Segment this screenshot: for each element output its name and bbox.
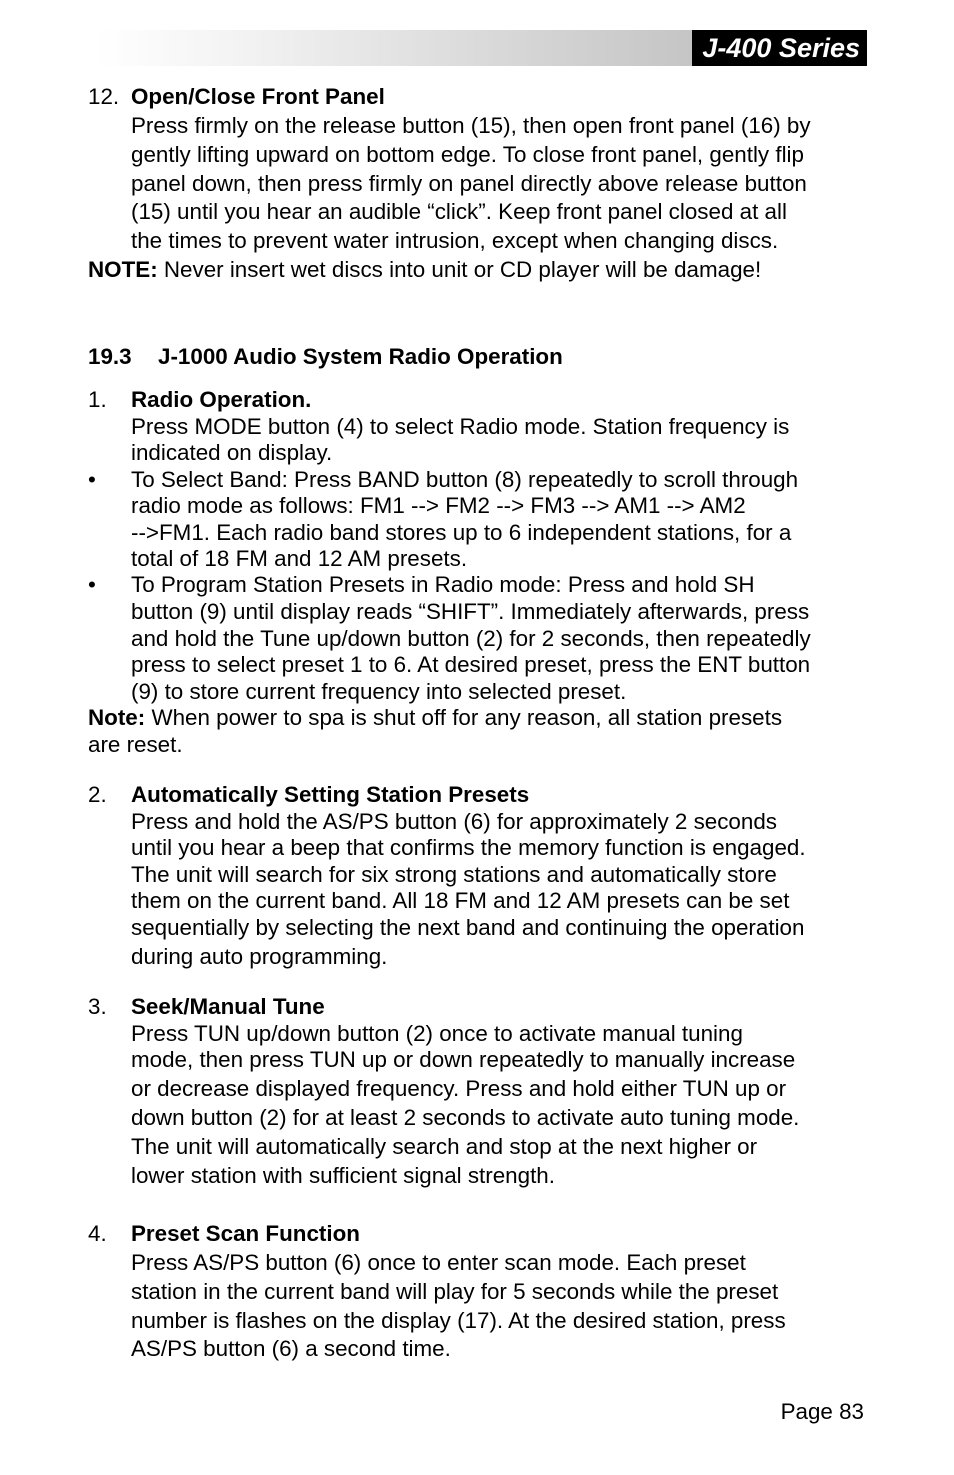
section-number: 19.3 bbox=[88, 344, 132, 369]
body-line: Press AS/PS button (6) once to enter scan mode. Each preset bbox=[131, 1250, 746, 1275]
body-line: Press and hold the AS/PS button (6) for approximately 2 seconds bbox=[131, 809, 777, 834]
body-line: station in the current band will play for 5 seconds while the preset bbox=[131, 1279, 779, 1304]
note-text: When power to spa is shut off for any reason, all station presets bbox=[145, 705, 783, 730]
body-line: panel down, then press firmly on panel directly above release button bbox=[131, 171, 807, 196]
item-number: 2. bbox=[88, 782, 107, 807]
item-title: Open/Close Front Panel bbox=[131, 84, 385, 109]
section-title: J-1000 Audio System Radio Operation bbox=[158, 344, 563, 369]
body-line: during auto programming. bbox=[131, 944, 388, 969]
item-title: Preset Scan Function bbox=[131, 1221, 360, 1246]
bullet-line: (9) to store current frequency into selected preset. bbox=[131, 679, 627, 704]
bullet-line: radio mode as follows: FM1 --> FM2 --> FM3 --> AM1 --> AM2 bbox=[131, 493, 746, 518]
note bbox=[88, 707, 782, 729]
bullet-line: To Program Station Presets in Radio mode: Press and hold SH bbox=[131, 572, 755, 597]
note-text: Never insert wet discs into unit or CD player will be damage! bbox=[157, 257, 762, 282]
body-line: (15) until you hear an audible “click”. Keep front panel closed at all bbox=[131, 199, 787, 224]
body-line: until you hear a beep that confirms the memory function is engaged. bbox=[131, 835, 806, 860]
body-line: or decrease displayed frequency. Press and hold either TUN up or bbox=[131, 1076, 787, 1101]
body-line: Press firmly on the release button (15), then open front panel (16) by bbox=[131, 113, 811, 138]
note-label: NOTE: bbox=[88, 257, 158, 282]
item-number: 1. bbox=[88, 387, 107, 412]
body-line: down button (2) for at least 2 seconds to activate auto tuning mode. bbox=[131, 1105, 800, 1130]
bullet-line: To Select Band: Press BAND button (8) repeatedly to scroll through bbox=[131, 467, 799, 492]
item-number: 12. bbox=[88, 84, 120, 109]
item-number: 4. bbox=[88, 1221, 107, 1246]
header-bar bbox=[95, 30, 867, 66]
note bbox=[88, 259, 761, 281]
body-line: Press MODE button (4) to select Radio mode. Station frequency is bbox=[131, 414, 790, 439]
note-text: are reset. bbox=[88, 732, 183, 757]
page-number: Page 83 bbox=[780, 1399, 864, 1424]
item-number: 3. bbox=[88, 994, 107, 1019]
bullet-line: and hold the Tune up/down button (2) for 2 seconds, then repeatedly bbox=[131, 626, 811, 651]
body-line: gently lifting upward on bottom edge. To close front panel, gently flip bbox=[131, 142, 804, 167]
series-label: J-400 Series bbox=[692, 30, 867, 66]
body-line: mode, then press TUN up or down repeatedly to manually increase bbox=[131, 1047, 796, 1072]
note-label: Note: bbox=[88, 705, 146, 730]
bullet-line: press to select preset 1 to 6. At desired preset, press the ENT button bbox=[131, 652, 811, 677]
body-line: The unit will automatically search and stop at the next higher or bbox=[131, 1134, 758, 1159]
body-line: number is flashes on the display (17). At the desired station, press bbox=[131, 1308, 786, 1333]
body-line: indicated on display. bbox=[131, 440, 333, 465]
bullet-line: -->FM1. Each radio band stores up to 6 independent stations, for a bbox=[131, 520, 792, 545]
item-title: Automatically Setting Station Presets bbox=[131, 782, 530, 807]
body-line: The unit will search for six strong stations and automatically store bbox=[131, 862, 777, 887]
bullet: • bbox=[88, 467, 96, 492]
body-line: them on the current band. All 18 FM and 12 AM presets can be set bbox=[131, 888, 790, 913]
body-line: the times to prevent water intrusion, except when changing discs. bbox=[131, 228, 779, 253]
body-line: AS/PS button (6) a second time. bbox=[131, 1336, 451, 1361]
item-title: Radio Operation. bbox=[131, 387, 312, 412]
body-line: Press TUN up/down button (2) once to activate manual tuning bbox=[131, 1021, 743, 1046]
bullet-line: button (9) until display reads “SHIFT”. Immediately afterwards, press bbox=[131, 599, 810, 624]
bullet: • bbox=[88, 572, 96, 597]
body-line: sequentially by selecting the next band and continuing the operation bbox=[131, 915, 805, 940]
body-line: lower station with sufficient signal strength. bbox=[131, 1163, 555, 1188]
item-title: Seek/Manual Tune bbox=[131, 994, 325, 1019]
bullet-line: total of 18 FM and 12 AM presets. bbox=[131, 546, 468, 571]
